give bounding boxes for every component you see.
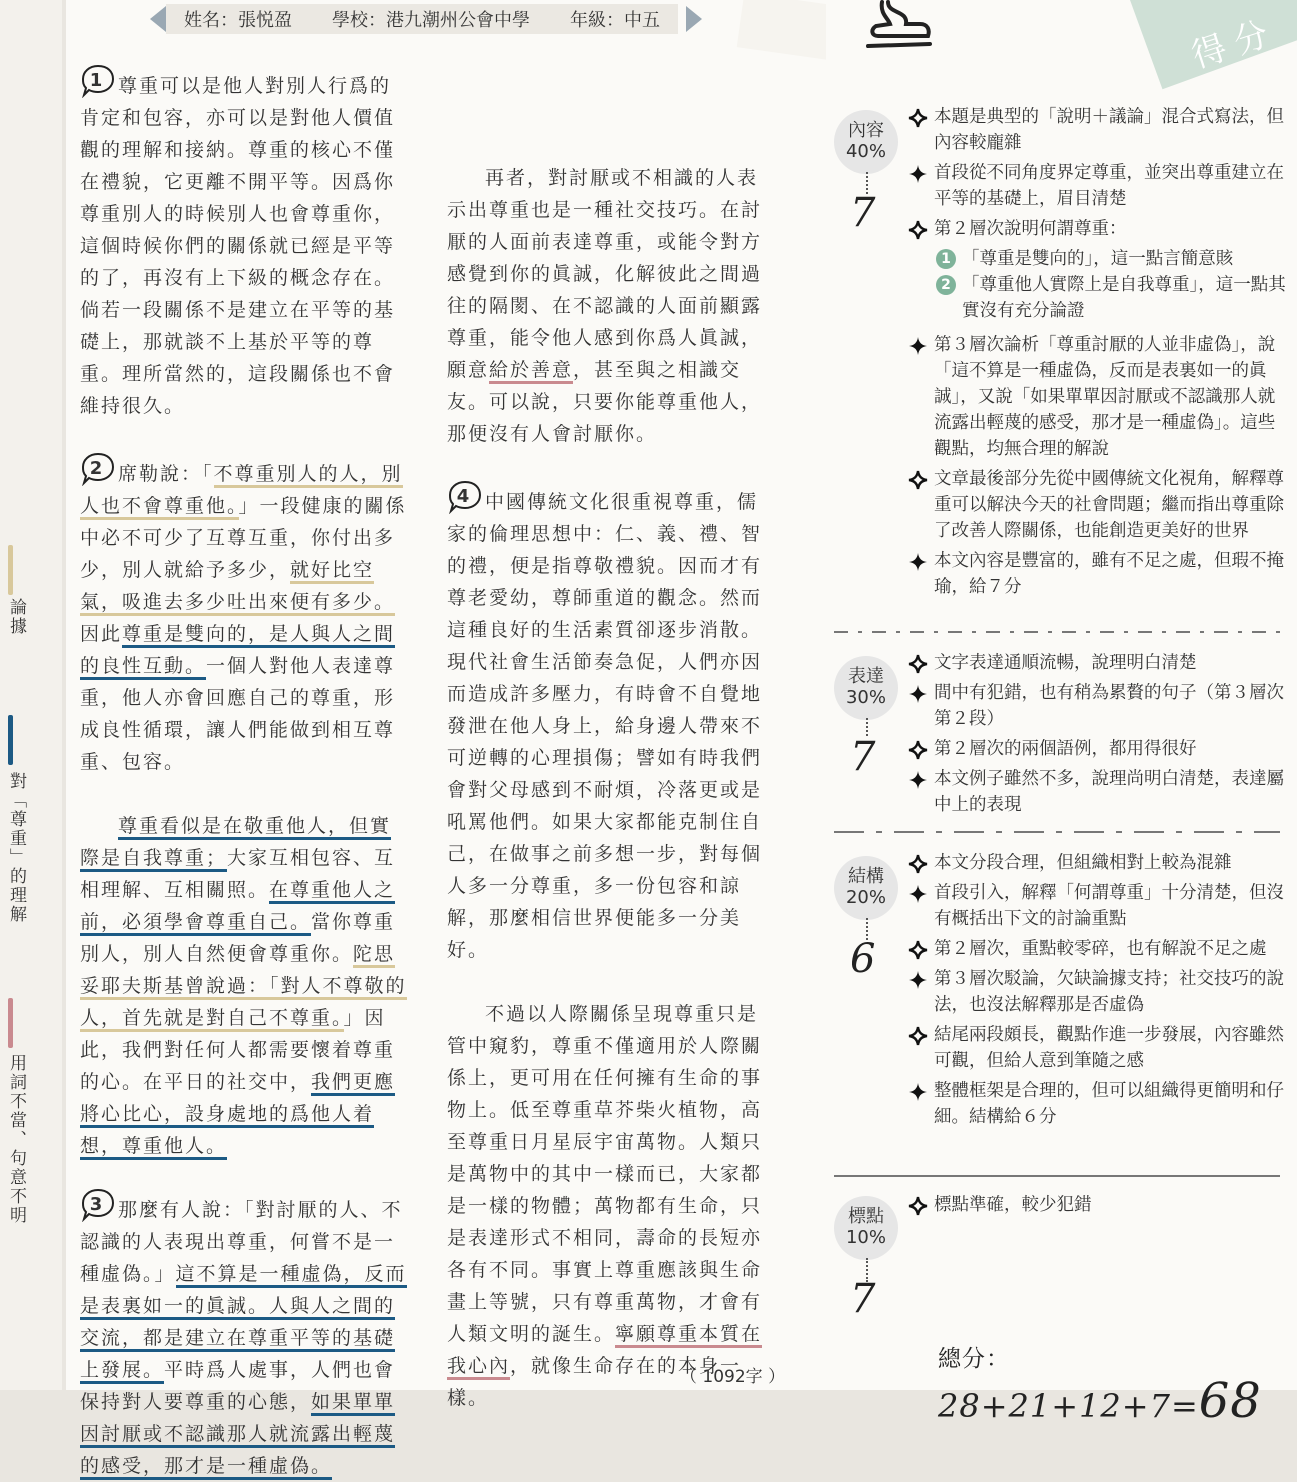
comment-text: 文字表達通順流暢，說理明白清楚 [934, 653, 1197, 673]
paragraph-number-1: 1 [80, 66, 114, 96]
underline-understanding: 在尊重他人之前，必須學會尊重自己。 [80, 879, 395, 936]
word-count: （ 1092字 ） [680, 1367, 786, 1387]
paragraph-text: 」一段健康的關係中必不可少了互尊互重，你付出多少，別人就給予多少， [80, 495, 407, 581]
comment-text: 整體框架是合理的，但可以組織得更簡明和仔細。結構給６分 [934, 1081, 1284, 1127]
comment-item [906, 160, 1286, 212]
comments-expression [906, 650, 1286, 822]
sparkle-icon [908, 770, 928, 790]
sparkle-icon [908, 1196, 928, 1216]
student-grade: 年級：中五 [570, 10, 660, 31]
stamp-icon [858, 0, 948, 60]
underline-argument: 陀思妥耶夫斯基曾說過：「對人不尊敬的人，首先就是對自己不尊重。 [80, 943, 407, 1032]
comment-text: 首段從不同角度界定尊重，並突出尊重建立在平等的基礎上，眉目清楚 [934, 163, 1284, 209]
essay-paragraph-7 [447, 998, 777, 1414]
section-name: 結構 [848, 866, 884, 887]
essay-paragraph-6 [447, 482, 777, 966]
underline-understanding: 尊重是雙向的，是人與人之間的良性互動。 [80, 623, 395, 680]
number-badge: 1 [936, 249, 956, 269]
legend-strip [0, 0, 62, 1390]
paragraph-number-4: 4 [447, 482, 481, 512]
student-school: 學校：港九潮州公會中學 [332, 10, 530, 31]
legend-bar-argument [8, 545, 13, 595]
sparkle-icon [908, 970, 928, 990]
comments-punctuation [906, 1192, 1286, 1222]
comment-item [906, 1022, 1286, 1074]
comment-text: 本文分段合理，但組織相對上較為混雜 [934, 853, 1232, 873]
sparkle-icon [908, 940, 928, 960]
section-weight: 40% [845, 141, 886, 162]
comment-text: 本文例子雖然不多，說理尚明白清楚，表達屬中上的表現 [934, 769, 1284, 815]
number-badge: 2 [936, 275, 956, 295]
paragraph-text: 不過以人際關係呈現尊重只是管中窺豹，尊重不僅適用於人際關係上，更可用在任何擁有生命的事物上。低至尊重草芥柴火植物，高至尊重日月星辰宇宙萬物。人類只是萬物中的其中一樣而已，大家都是一樣的物體；萬物都有生命，只是表達形式不相同，壽命的長短亦各有不同。事實上尊重應該與生命畫上等號，只有尊重萬物，才會有人類文明的誕生。 [447, 1003, 763, 1345]
comment-item [906, 880, 1286, 932]
comment-item [906, 680, 1286, 732]
sparkle-icon [908, 1082, 928, 1102]
section-score-structure: 6 [850, 936, 876, 982]
essay-paragraph-1 [80, 66, 410, 422]
comment-subitem [906, 272, 1286, 324]
total-result: 68 [1198, 1373, 1262, 1429]
sparkle-icon [908, 108, 928, 128]
legend-bar-wording [8, 998, 13, 1048]
section-score-content: 7 [850, 190, 876, 236]
paragraph-text: 一個人對他人表達尊重，他人亦會回應自己的尊重，形成良性循環，讓人們能做到相互尊重、包容。 [80, 655, 396, 773]
comment-item [906, 736, 1286, 762]
section-score-punctuation: 7 [850, 1276, 876, 1322]
comment-item [906, 466, 1286, 544]
section-name: 內容 [848, 120, 884, 141]
student-name: 姓名：張悦盈 [184, 10, 292, 31]
comment-item [906, 1192, 1286, 1218]
section-name: 表達 [848, 666, 884, 687]
section-weight: 20% [845, 887, 886, 908]
essay-paragraph-2 [80, 454, 410, 778]
underline-understanding: 尊重看似是在敬重他人，但實際是自我尊重； [80, 815, 391, 872]
comment-text: 第３層次論析「尊重討厭的人並非虛偽」，說「這不算是一種虛偽，反而是表裏如一的眞誠」，又說「如果單單因討厭或不認識那人就流露出輕蔑的感受，那才是一種虛偽」。這些觀點，均無合理的解說 [934, 335, 1276, 459]
paragraph-text: 」因此，我們對任何人都需要懷着尊重的心。在平日的社交中， [80, 1007, 396, 1093]
sparkle-icon [908, 1026, 928, 1046]
paragraph-number-2: 2 [80, 454, 114, 484]
sparkle-icon [908, 336, 928, 356]
underline-argument: 不尊重別人的人，別人也不會尊重他。 [80, 463, 403, 520]
header-left-chevron [150, 6, 166, 32]
paragraph-text: ，甚至與之相識交友。可以說，只要你能尊重他人，那便沒有人會討厭你。 [447, 359, 763, 445]
paragraph-text: 大家互相包容、互相理解、互相關照。 [80, 847, 396, 901]
underline-understanding: 這不算是一種虛偽，反而是表裏如一的眞誠。人與人之間的交流，都是建立在尊重平等的基礎上發展。 [80, 1263, 407, 1384]
paragraph-text: 因此 [80, 623, 123, 645]
paragraph-text: 當你尊重別人，別人自然便會尊重你。 [80, 911, 396, 965]
comment-text: 第２層次的兩個語例，都用得很好 [934, 739, 1197, 759]
paragraph-text: 平時爲人處事，人們也會保持對人要尊重的心態， [80, 1359, 396, 1413]
total-label: 總分： [938, 1346, 1010, 1372]
section-divider [834, 628, 1280, 636]
underline-understanding: 如果單單因討厭或不認識那人就流露出輕蔑的感受，那才是一種虛偽。 [80, 1391, 395, 1480]
paragraph-text: 那麼有人說：「對討厭的人、不認識的人表現出尊重，何嘗不是一種虛偽。」 [80, 1199, 403, 1285]
underline-wording: 給於善意 [489, 359, 573, 384]
paragraph-text: 尊重可以是他人對別人行爲的肯定和包容，亦可以是對他人價值觀的理解和接納。尊重的核心不僅在禮貌，它更離不開平等。因爲你尊重別人的時候別人也會尊重你，這個時候你們的關係就已經是平等的了，再沒有上下級的概念存在。倘若一段關係不是建立在平等的基礎上，那就談不上基於平等的尊重。理所當然的，這段關係也不會維持很久。 [80, 75, 396, 417]
sparkle-icon [908, 854, 928, 874]
sparkle-icon [908, 220, 928, 240]
comment-text: 「尊重是雙向的」，這一點言簡意賅 [962, 249, 1234, 269]
sparkle-icon [908, 164, 928, 184]
section-divider [834, 1172, 1280, 1180]
legend-label-argument: 論據 [6, 598, 26, 636]
section-divider [834, 828, 1280, 836]
comments-content [906, 104, 1286, 604]
comment-item [906, 850, 1286, 876]
comment-item [906, 216, 1286, 242]
score-title: 得分 [1187, 11, 1284, 77]
essay-paragraph-4 [80, 1190, 410, 1482]
paragraph-text: 中國傳統文化很重視尊重，儒家的倫理思想中：仁、義、禮、智的禮，便是指尊敬禮貌。因而才有尊老愛幼，尊師重道的觀念。然而這種良好的生活素質卻逐步消散。現代社會生活節奏急促，人們亦因而造成許多壓力，有時會不自覺地發泄在他人身上，給身邊人帶來不可逆轉的心理損傷；譬如有時我們會對父母感到不耐煩，冷落更或是吼罵他們。如果大家都能克制住自己，在做事之前多想一步，對每個人多一分尊重，多一份包容和諒解，那麼相信世界便能多一分美好。 [447, 491, 763, 961]
essay-column-left [80, 66, 410, 1482]
comment-text: 本題是典型的「說明＋議論」混合式寫法，但內容較龐雜 [934, 107, 1284, 153]
comment-text: 首段引入，解釋「何謂尊重」十分清楚，但沒有概括出下文的討論重點 [934, 883, 1284, 929]
section-badge-punctuation [834, 1196, 898, 1260]
comment-text: 本文內容是豐富的，雖有不足之處，但瑕不掩瑜，給７分 [934, 551, 1284, 597]
legend-label-wording: 用詞不當、句意不明 [6, 1054, 26, 1225]
sparkle-icon [908, 884, 928, 904]
comment-item [906, 766, 1286, 818]
comment-item [906, 966, 1286, 1018]
section-weight: 30% [845, 687, 886, 708]
comment-item [906, 936, 1286, 962]
comments-structure [906, 850, 1286, 1134]
essay-paragraph-5 [447, 162, 777, 450]
paragraph-number-3: 3 [80, 1190, 114, 1220]
section-badge-content [834, 110, 898, 174]
sparkle-icon [908, 740, 928, 760]
comment-item [906, 650, 1286, 676]
comment-item [906, 332, 1286, 462]
total-score [938, 1340, 1297, 1429]
comment-text: 「尊重他人實際上是自我尊重」，這一點其實沒有充分論證 [962, 275, 1286, 321]
comment-item [906, 1078, 1286, 1130]
comment-text: 文章最後部分先從中國傳統文化視角，解釋尊重可以解決今天的社會問題；繼而指出尊重除了改善人際關係，也能創造更美好的世界 [934, 469, 1284, 541]
sparkle-icon [908, 654, 928, 674]
comment-text: 間中有犯錯，也有稍為累贅的句子（第３層次第２段） [934, 683, 1284, 729]
student-header [166, 4, 678, 34]
section-badge-structure [834, 856, 898, 920]
section-weight: 10% [845, 1227, 886, 1248]
comment-text: 第２層次，重點較零碎，也有解說不足之處 [934, 939, 1267, 959]
essay-column-right [447, 66, 777, 1414]
paragraph-text: 席勒說：「 [118, 463, 214, 485]
comment-item [906, 548, 1286, 600]
comment-subitem [906, 246, 1286, 272]
essay-paragraph-3 [80, 810, 410, 1162]
comment-text: 第２層次說明何謂尊重： [934, 219, 1127, 239]
section-badge-expression [834, 656, 898, 720]
comment-item [906, 104, 1286, 156]
comment-text: 結尾兩段頗長，觀點作進一步發展，內容雖然可觀，但給人意到筆隨之感 [934, 1025, 1284, 1071]
underline-wording: 寧願尊重本質在我心內 [447, 1323, 762, 1380]
sparkle-icon [908, 470, 928, 490]
paragraph-text: 再者，對討厭或不相識的人表示出尊重也是一種社交技巧。在討厭的人面前表達尊重，或能令對方感覺到你的眞誠，化解彼此之間過往的隔閡、在不認識的人面前顯露尊重，能令他人感到你爲人眞誠，願意 [447, 167, 763, 381]
sparkle-icon [908, 684, 928, 704]
comment-text: 第３層次駁論，欠缺論據支持；社交技巧的說法，也沒法解釋那是否虛偽 [934, 969, 1284, 1015]
section-name: 標點 [848, 1206, 884, 1227]
paragraph-text: ，就像生命存在的本身一樣。 [447, 1355, 742, 1409]
underline-argument: 就好比空氣，吸進去多少吐出來便有多少。 [80, 559, 395, 616]
comment-text: 標點準確，較少犯錯 [934, 1195, 1092, 1215]
header-right-chevron [686, 6, 702, 32]
legend-label-understanding: 對「尊重」的理解 [6, 772, 26, 924]
section-score-expression: 7 [850, 734, 876, 780]
legend-bar-understanding [8, 715, 13, 765]
underline-understanding: 我們更應將心比心，設身處地的爲他人着想，尊重他人。 [80, 1071, 395, 1160]
total-expression: 28+21+12+7= [938, 1387, 1199, 1425]
sparkle-icon [908, 552, 928, 572]
